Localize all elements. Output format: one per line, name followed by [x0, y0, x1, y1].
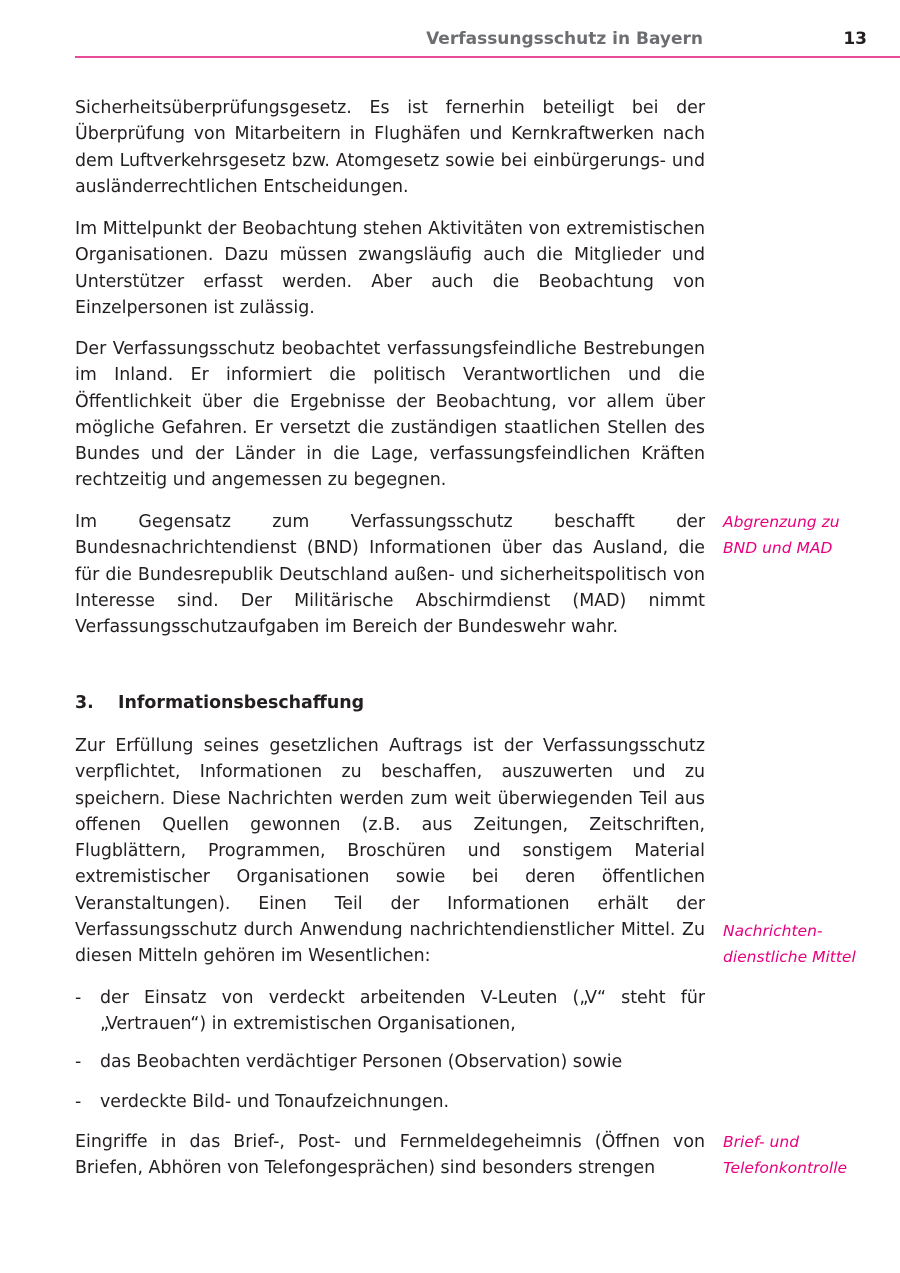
bullet-marker: - [75, 988, 82, 1008]
list-item [75, 1049, 705, 1075]
list-item-text: das Beobachten verdächtiger Personen (Observation) sowie [100, 1052, 623, 1072]
list-item-text: verdeckte Bild- und Tonaufzeichnungen. [100, 1092, 450, 1112]
header-rule [75, 56, 900, 58]
list-item [75, 985, 705, 1038]
running-header-title: Verfassungsschutz in Bayern [426, 29, 703, 49]
paragraph-5: Zur Erfüllung seines gesetzlichen Auftrags ist der Verfassungsschutz verpflichtet, Informationen zu beschaffen, auszuwerten und zu speichern. Diese Nachrichten werden zum weit überwiegenden Teil aus offenen Quellen gewonnen (z.B. aus Zeitungen, Zeitschriften, Flugblättern, Programmen, Broschüren und sonstigem Material extremistischer Organisationen sowie bei deren öffentlichen Veranstaltungen). Einen Teil der Informationen erhält der Verfassungsschutz durch Anwendung nachrichtendienstlicher Mittel. Zu diesen Mitteln gehören im Wesentlichen: [75, 736, 705, 967]
list-item [75, 1089, 705, 1115]
bullet-marker: - [75, 1052, 82, 1072]
paragraph-6: Eingriffe in das Brief-, Post- und Fernmeldegeheimnis (Öffnen von Briefen, Abhören von Telefongesprächen) sind besonders strengen [75, 1132, 705, 1179]
section-number: 3. [75, 693, 94, 713]
section-title: Informationsbeschaffung [118, 693, 365, 713]
margin-note-brief-telefonkontrolle: Brief- und Telefonkontrolle [723, 1133, 848, 1178]
margin-note-nachrichtendienstliche-mittel: Nachrichten- dienstliche Mittel [723, 922, 856, 967]
margin-note-bnd-mad: Abgrenzung zu BND und MAD [723, 513, 840, 558]
paragraph-3: Der Verfassungsschutz beobachtet verfassungsfeindliche Bestrebungen im Inland. Er informiert die politisch Verantwortlichen und die Öffentlichkeit über die Ergebnisse der Beobachtung, vor allem über mögliche Gefahren. Er versetzt die zuständigen staatlichen Stellen des Bundes und der Länder in die Lage, verfassungsfeindlichen Kräften rechtzeitig und angemessen zu begegnen. [75, 339, 705, 491]
paragraph-4: Im Gegensatz zum Verfassungsschutz beschafft der Bundesnachrichtendienst (BND) Informationen über das Ausland, die für die Bundesrepublik Deutschland außen- und sicherheitspolitisch von Interesse sind. Der Militärische Abschirmdienst (MAD) nimmt Verfassungsschutzaufgaben im Bereich der Bundeswehr wahr. [75, 512, 705, 638]
paragraph-1: Sicherheitsüberprüfungsgesetz. Es ist fernerhin beteiligt bei der Überprüfung von Mitarbeitern in Flughäfen und Kernkraftwerken nach dem Luftverkehrsgesetz bzw. Atomgesetz sowie bei einbürgerungs- und ausländerrechtlichen Entscheidungen. [75, 98, 705, 197]
list-item-text: der Einsatz von verdeckt arbeitenden V-Leuten („V“ steht für „Vertrauen“) in extremistischen Organisationen, [100, 988, 705, 1035]
paragraph-2: Im Mittelpunkt der Beobachtung stehen Aktivitäten von extremistischen Organisationen. Dazu müssen zwangsläufig auch die Mitglieder und Unterstützer erfasst werden. Aber auch die Beobachtung von Einzelpersonen ist zulässig. [75, 219, 705, 318]
section-heading [75, 690, 364, 716]
page-number: 13 [843, 29, 867, 49]
bullet-marker: - [75, 1092, 82, 1112]
